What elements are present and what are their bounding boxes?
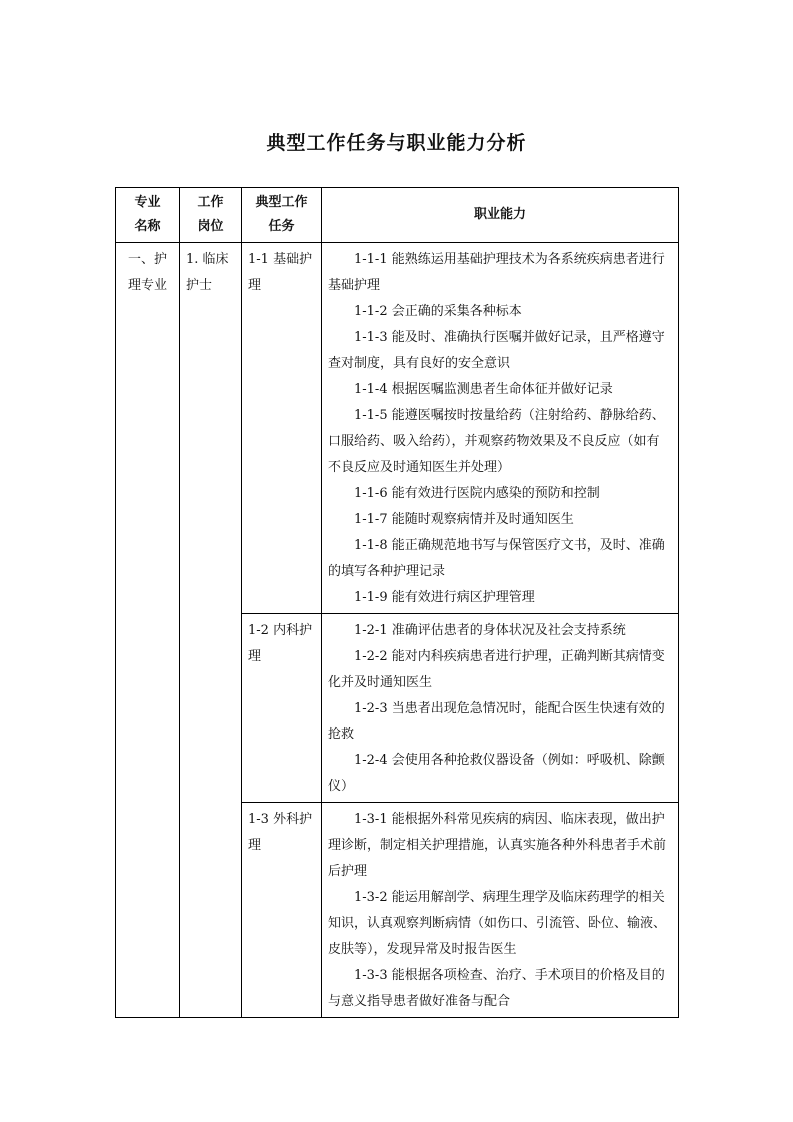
- header-position-line2: 岗位: [197, 219, 224, 234]
- table-row: [116, 243, 679, 614]
- header-ability: 职业能力: [322, 188, 679, 243]
- header-major-line2: 名称: [134, 219, 161, 234]
- position-cell: [180, 243, 242, 1018]
- ability-item: 1-1-2 会正确的采集各种标本: [354, 304, 522, 319]
- ability-cell: [322, 803, 679, 1018]
- major-cell: [116, 243, 180, 1018]
- ability-item: 1-1-5 能遵医嘱按时按量给药（注射给药、静脉给药、口服给药、吸入给药），并观察药物效果及不良反应（如有不良反应及时通知医生并处理）: [328, 408, 665, 475]
- header-major-line1: 专业: [134, 195, 161, 210]
- header-position: [180, 188, 242, 243]
- task-name: 1-1 基础护理: [248, 252, 313, 293]
- ability-item: 1-1-3 能及时、准确执行医嘱并做好记录，且严格遵守查对制度，具有良好的安全意识: [328, 330, 665, 371]
- task-name: 1-3 外科护理: [248, 812, 313, 853]
- ability-analysis-table: [115, 187, 679, 1018]
- task-cell: [242, 614, 322, 803]
- header-task-line1: 典型工作: [255, 195, 308, 210]
- ability-item: 1-1-6 能有效进行医院内感染的预防和控制: [354, 486, 600, 501]
- header-task: [242, 188, 322, 243]
- ability-item: 1-3-1 能根据外科常见疾病的病因、临床表现，做出护理诊断，制定相关护理措施，认真实施各种外科患者手术前后护理: [328, 812, 667, 879]
- task-name: 1-2 内科护理: [248, 623, 313, 664]
- page-title: 典型工作任务与职业能力分析: [266, 132, 527, 154]
- header-task-line2: 任务: [268, 219, 295, 234]
- ability-item: 1-2-1 准确评估患者的身体状况及社会支持系统: [354, 623, 626, 638]
- major-name: 一、护理专业: [127, 252, 167, 293]
- ability-cell: [322, 243, 679, 614]
- ability-item: 1-2-2 能对内科疾病患者进行护理，正确判断其病情变化并及时通知医生: [328, 649, 665, 690]
- ability-item: 1-1-1 能熟练运用基础护理技术为各系统疾病患者进行基础护理: [328, 252, 665, 293]
- position-name: 1. 临床护士: [186, 252, 229, 293]
- ability-item: 1-2-4 会使用各种抢救仪器设备（例如：呼吸机、除颤仪）: [328, 753, 665, 794]
- ability-item: 1-1-4 根据医嘱监测患者生命体征并做好记录: [354, 382, 613, 397]
- header-position-line1: 工作: [197, 195, 224, 210]
- ability-item: 1-2-3 当患者出现危急情况时，能配合医生快速有效的抢救: [328, 701, 665, 742]
- ability-item: 1-3-2 能运用解剖学、病理生理学及临床药理学的相关知识，认真观察判断病情（如伤口、引流管、卧位、输液、皮肤等），发现异常及时报告医生: [328, 890, 667, 957]
- ability-item: 1-1-7 能随时观察病情并及时通知医生: [354, 512, 574, 527]
- ability-cell: [322, 614, 679, 803]
- task-cell: [242, 243, 322, 614]
- ability-item: 1-1-8 能正确规范地书写与保管医疗文书，及时、准确的填写各种护理记录: [328, 538, 665, 579]
- task-cell: [242, 803, 322, 1018]
- ability-item: 1-1-9 能有效进行病区护理管理: [354, 590, 535, 605]
- ability-item: 1-3-3 能根据各项检查、治疗、手术项目的价格及目的与意义指导患者做好准备与配合: [328, 968, 665, 1009]
- header-major: [116, 188, 180, 243]
- table-header-row: [116, 188, 679, 243]
